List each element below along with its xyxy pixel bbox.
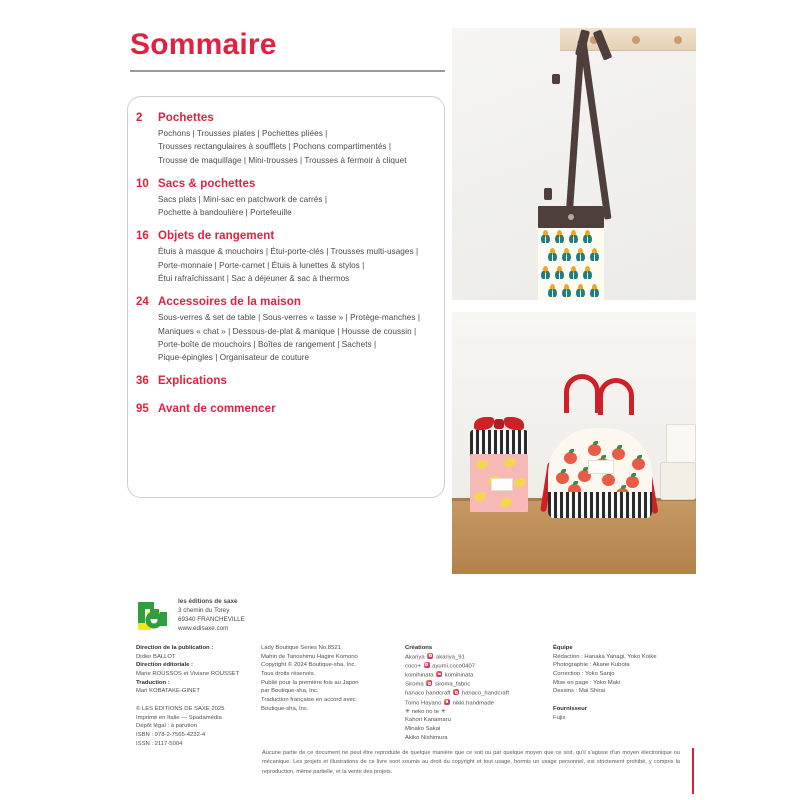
title-divider [130,70,445,72]
copyright-line: Imprimé en Italie — Spadamédia [136,714,222,721]
photo-crossbody-bag [452,28,696,300]
instagram-icon[interactable] [453,689,459,695]
original-edition-line: Mahin de Tanoshimu Hagire Komono [261,653,358,660]
creator-name: hanaco handcraft [405,690,451,697]
original-edition-line: Boutique-sha, Inc. [261,705,309,712]
toc-item-line: Trousse de maquillage | Mini-trousses | Trousses à fermoir à cliquet [158,155,407,165]
instagram-icon[interactable] [426,680,432,686]
copyright-line: ISBN : 978-2-7565-4232-4 [136,732,206,739]
toc-section-header [136,230,448,242]
pink-lemon-bag [470,454,528,512]
instagram-icon[interactable] [436,671,442,677]
creation-entry [405,671,545,680]
toc-item-line: Trousses rectangulaires à soufflets | Pochons compartimentés | [158,142,392,152]
creation-entry [405,716,545,725]
hook-knob [632,36,640,44]
toc-item-line: Étuis à masque & mouchoirs | Étui-porte-clés | Trousses multi-usages | [158,247,419,257]
team-line: Dessins : Mai Shirai [553,688,606,695]
toc-section-title: Sacs & pochettes [158,177,256,190]
creation-entry [405,708,545,717]
toc-page-number: 95 [136,403,149,416]
red-apple-bag [548,428,652,518]
value-direction-publication: Didier BALLOT [136,653,176,660]
hook-knob [674,36,682,44]
copyright-line: ISSN : 2117-5004 [136,740,183,747]
creator-handle[interactable]: hanaco_handcraft [460,690,509,697]
creator-handle[interactable]: komihinata [443,672,474,679]
editions-de-saxe-logo-icon [136,598,172,634]
toc-section-header [136,375,448,387]
toc-item-line: Maniques « chat » | Dessous-de-plat & manique | Housse de coussin | [158,326,417,336]
team-line: Photographie : Akane Kubota [553,662,630,669]
toc-item-line: Sacs plats | Mini-sac en patchwork de carrés | [158,194,328,204]
toc-page-number: 16 [136,230,149,243]
strap-slider [552,74,560,84]
creation-entry [405,662,545,671]
instagram-icon[interactable] [444,699,450,705]
toc-item-line: Étui rafraîchissant | Sac à déjeuner & sac à thermos [158,273,350,283]
creator-name: Akiko Nishimura [405,734,448,741]
toc-page-number: 10 [136,177,149,190]
toc-item-line: Pochons | Trousses plates | Pochettes pliées | [158,129,328,138]
legal-notice: Aucune partie de ce document ne peut être reproduite de quelque manière que ce soit ou par quelque moyen que ce soit, qu'il s'agisse d'un moyen électronique ou mécanique. Les projets et illustrations de ce livre sont soumis au droit du copyright et tout usage, hormis un usage personnel, est strictement prohibé, y compris la reproduction, même partielle, et la vente des projets. [262,750,680,775]
toc-section-title: Pochettes [158,112,214,124]
creator-name: Akariya [405,654,425,661]
value-traduction: Mari KOBATAKE-GINET [136,688,200,695]
creator-name: coco+ [405,663,421,670]
toc-item-line: Porte-monnaie | Porte-carnet | Étuis à lunettes & stylos | [158,260,365,270]
creation-entry [405,725,545,734]
creator-name: Tomo Hayano [405,700,442,707]
toc-section-header [136,112,448,124]
credits-creations-column [405,644,545,742]
publisher-name: les éditions de saxe [178,598,238,606]
toc-section-header [136,403,448,415]
original-edition-line: Copyright © 2024 Boutique-sha, Inc. [261,662,357,669]
creator-name: ✳ neko no te ✳ [405,708,446,715]
publisher-website[interactable]: www.edisaxe.com [178,624,229,632]
creator-handle[interactable]: akariya_91 [434,654,465,661]
lunchbox [660,462,696,500]
toc-section-items [158,193,448,220]
creation-entry [405,680,545,689]
photo-lunch-bags [452,312,696,574]
toc-item-line: Pique-épingles | Organisateur de couture [158,353,310,363]
strap-slider [544,188,552,200]
creator-handle[interactable]: ayumi.coco0407 [430,663,476,670]
red-edge-marker [692,748,694,794]
toc-page-number: 2 [136,112,143,124]
publisher-city: 69340 FRANCHEVILLE [178,616,245,623]
label-direction-editoriale: Direction éditoriale : [136,662,193,669]
original-edition-line: Tous droits réservés. [261,671,316,678]
toc-section[interactable] [136,403,448,415]
toc-section[interactable] [136,230,448,285]
supplier-name: Fujix [553,714,566,721]
toc-section-title: Objets de rangement [158,230,275,243]
label-direction-publication: Direction de la publication : [136,645,214,651]
credits-original-edition-column [261,644,399,713]
toc-section-title: Explications [158,375,227,388]
toc-list [136,112,448,431]
toc-section-items [158,127,448,167]
toc-section-title: Accessoires de la maison [158,296,302,309]
copyright-line: Dépôt légal : à parution [136,723,197,730]
toc-section-items [158,245,448,285]
creator-name: Siroma [405,681,424,688]
toc-page-number: 24 [136,296,149,309]
original-edition-line: Traduction française en accord avec [261,697,356,704]
creation-entry [405,734,545,743]
creations-heading: Créations [405,645,433,651]
footer [0,586,800,800]
original-edition-line: Lady Boutique Series No.8521 [261,645,341,651]
publisher-street: 3 chemin du Torey [178,607,230,615]
copyright-lines [136,705,254,748]
toc-section[interactable] [136,112,448,167]
bag-handle-right [598,378,634,415]
supplier-heading: Fournisseur [553,706,588,713]
creation-entry [405,689,545,698]
toc-item-line: Porte-boîte de mouchoirs | Boîtes de rangement | Sachets | [158,339,377,349]
striped-top-pink-bag [470,430,528,456]
page-title: Sommaire [130,28,277,61]
toc-section[interactable] [136,178,448,220]
toc-section-items [158,311,448,364]
team-line: Correction : Yoko Sanjo [553,671,615,678]
credits-team-column [553,644,693,722]
lunchbox-lid [666,424,696,466]
team-line: Mise en page : Yoko Maki [553,679,621,686]
original-edition-line: Publié pour la première fois au Japon [261,679,359,686]
team-line: Rédaction : Hanaka Yanagi, Yoko Koike [553,653,657,660]
creator-handle[interactable]: nikki.handmade [450,700,494,707]
credits-publication-column [136,644,254,748]
copyright-line: © LES ÉDITIONS DE SAXE 2025 [136,706,225,713]
creator-name: komihinata [405,672,434,679]
bag-snap-button [568,214,574,220]
original-edition-line: par Boutique-sha, Inc. [261,688,319,695]
instagram-icon[interactable] [424,662,430,668]
creator-name: Minako Sakai [405,726,441,733]
publisher-address [178,598,245,634]
toc-page-number: 36 [136,375,149,388]
publisher-logo-block [136,598,245,634]
bag-handle-left [564,374,600,413]
creations-list [405,653,545,743]
team-heading: Équipe [553,645,573,651]
creator-handle[interactable]: siroma_fabric [433,681,471,688]
team-lines [553,653,693,696]
creator-name: Kahori Kanamaru [405,717,451,724]
creation-entry [405,653,545,662]
toc-item-line: Pochette à bandoulière | Portefeuille [158,208,292,218]
toc-section[interactable] [136,375,448,387]
value-direction-editoriale: Marie ROUSSOS et Viviane ROUSSET [136,671,240,678]
toc-section[interactable] [136,296,448,364]
instagram-icon[interactable] [427,653,433,659]
label-traduction: Traduction : [136,679,170,686]
toc-section-title: Avant de commencer [158,403,276,416]
toc-section-header [136,296,448,308]
toc-section-header [136,178,448,190]
toc-item-line: Sous-verres & set de table | Sous-verres « tasse » | Protège-manches | [158,313,420,323]
creation-entry [405,699,545,708]
